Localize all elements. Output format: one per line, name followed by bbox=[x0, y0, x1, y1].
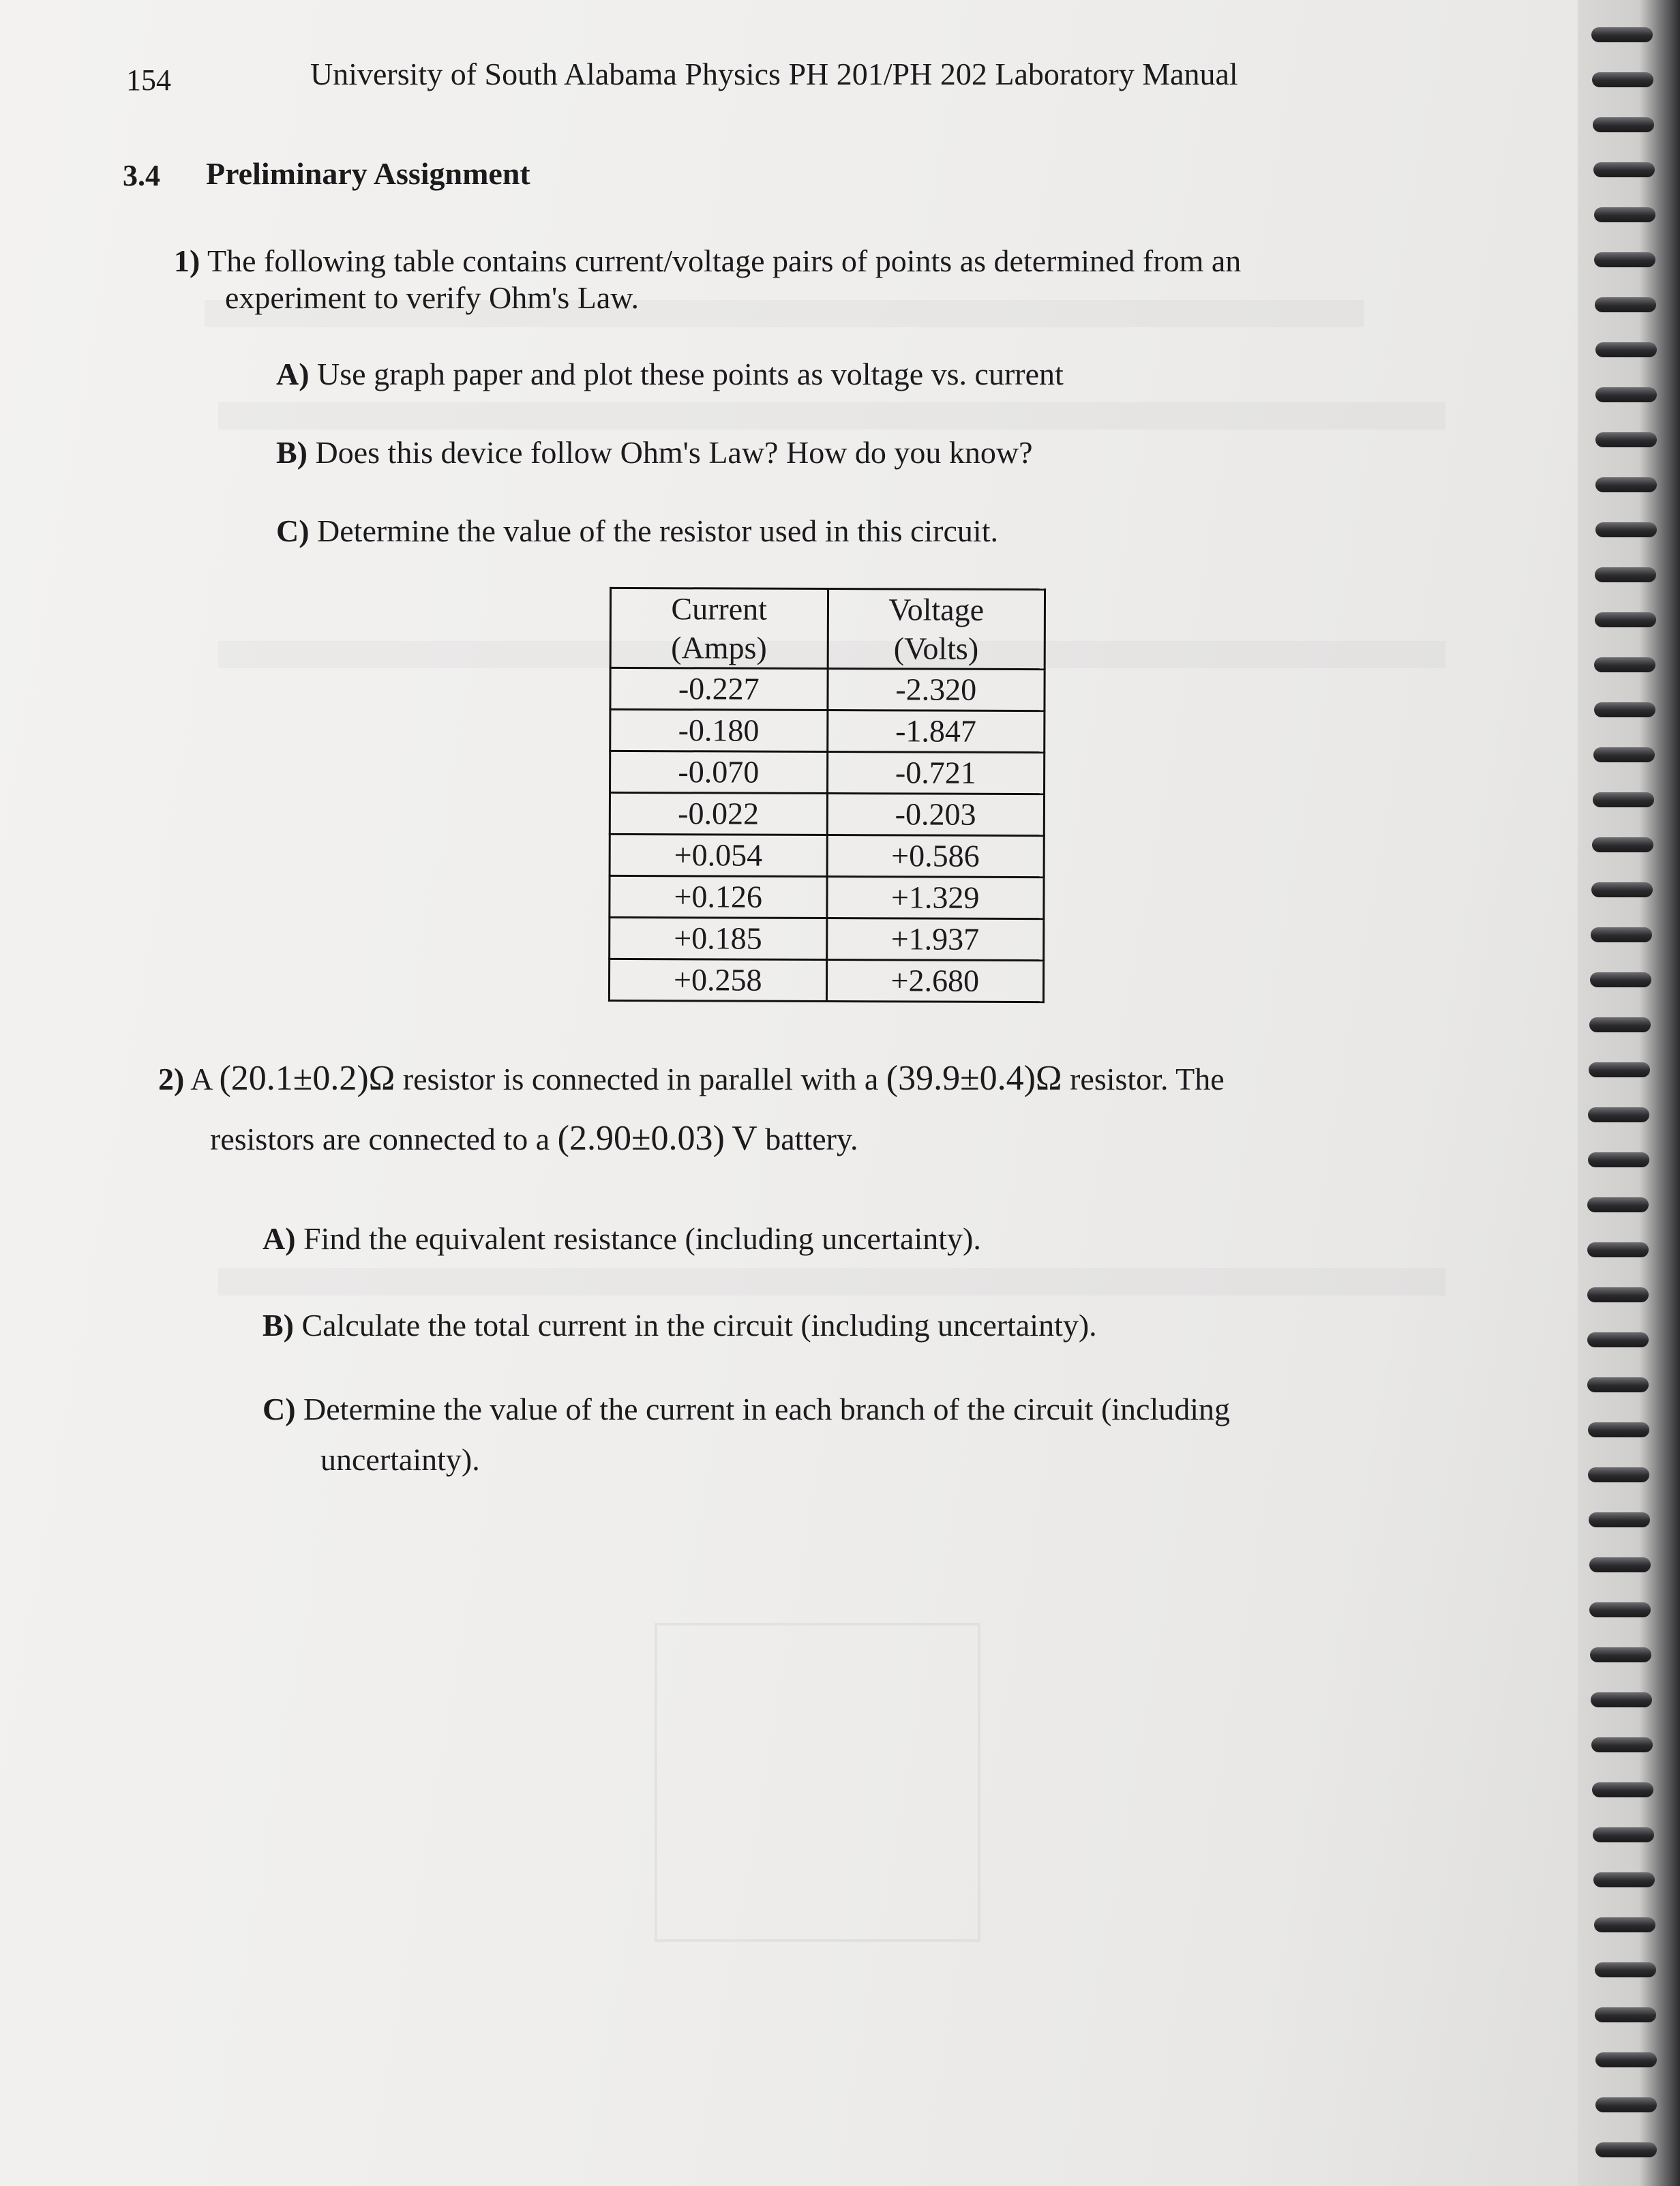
question-1-line-1 bbox=[174, 243, 1241, 279]
binding-coil bbox=[1593, 1872, 1655, 1887]
binding-coil bbox=[1595, 2142, 1657, 2157]
section-title: Preliminary Assignment bbox=[206, 156, 530, 191]
binding-coil bbox=[1592, 1782, 1653, 1797]
binding-coil bbox=[1588, 1152, 1649, 1167]
binding-coil bbox=[1593, 162, 1655, 177]
voltage-cell: -2.320 bbox=[827, 669, 1045, 711]
question-2-part-b bbox=[262, 1307, 1097, 1343]
binding-coil bbox=[1590, 1647, 1651, 1662]
binding-coil bbox=[1587, 1242, 1649, 1257]
binding-coil bbox=[1593, 747, 1655, 762]
question-1-part-b bbox=[276, 434, 1033, 470]
header-line: Voltage bbox=[888, 592, 985, 627]
table-row bbox=[610, 834, 1044, 877]
table-row bbox=[610, 709, 1045, 752]
battery-voltage-value: (2.90±0.03) V bbox=[557, 1119, 758, 1158]
binding-coil bbox=[1587, 1197, 1649, 1212]
resistor-1-value: (20.1±0.2)Ω bbox=[219, 1059, 395, 1098]
current-cell: +0.185 bbox=[610, 917, 827, 959]
voltage-header bbox=[828, 589, 1045, 670]
question-2-part-a bbox=[262, 1221, 981, 1257]
binding-coil bbox=[1595, 342, 1657, 357]
binding-coil bbox=[1593, 792, 1654, 807]
binding-coil bbox=[1594, 207, 1655, 222]
binding-coil bbox=[1587, 1287, 1649, 1302]
binding-coil bbox=[1595, 477, 1657, 492]
current-cell: -0.070 bbox=[610, 751, 828, 793]
binding-coil bbox=[1595, 2097, 1657, 2112]
binding-coil bbox=[1595, 387, 1657, 402]
binding-coil bbox=[1588, 1422, 1649, 1437]
page-number: 154 bbox=[126, 63, 171, 97]
current-voltage-table bbox=[608, 587, 1046, 1003]
voltage-cell: -1.847 bbox=[827, 710, 1045, 753]
spiral-binding bbox=[1578, 0, 1680, 2186]
binding-coil bbox=[1591, 1692, 1652, 1707]
binding-coil bbox=[1589, 1512, 1650, 1527]
current-header bbox=[610, 588, 828, 668]
part-label: B) bbox=[276, 435, 308, 470]
current-cell: -0.180 bbox=[610, 709, 828, 751]
section-number: 3.4 bbox=[123, 159, 160, 192]
question-2-line-1 bbox=[158, 1058, 1225, 1098]
binding-coil bbox=[1587, 1332, 1649, 1347]
header-line: (Volts) bbox=[893, 631, 979, 666]
current-cell: +0.054 bbox=[610, 834, 827, 876]
binding-coil bbox=[1591, 1737, 1653, 1752]
table-row bbox=[610, 751, 1045, 794]
binding-coil bbox=[1595, 567, 1656, 582]
table-row bbox=[610, 792, 1044, 835]
binding-coil bbox=[1588, 1467, 1649, 1482]
part-text: Determine the value of the resistor used in this circuit. bbox=[317, 513, 998, 548]
bleed-through-figure bbox=[655, 1623, 980, 1942]
resistor-2-value: (39.9±0.4)Ω bbox=[886, 1059, 1062, 1098]
binding-coil bbox=[1595, 612, 1656, 627]
question-2-line-2 bbox=[210, 1118, 858, 1158]
binding-coil bbox=[1593, 117, 1654, 132]
binding-coil bbox=[1594, 657, 1655, 672]
voltage-cell: +2.680 bbox=[826, 959, 1044, 1002]
current-cell: -0.022 bbox=[610, 792, 827, 835]
question-2-text: resistors are connected to a bbox=[210, 1122, 550, 1156]
binding-coil bbox=[1595, 432, 1657, 447]
header-line: (Amps) bbox=[671, 630, 767, 665]
question-1-part-a bbox=[276, 356, 1064, 392]
part-text: Determine the value of the current in each branch of the circuit (including bbox=[303, 1392, 1231, 1426]
binding-coil bbox=[1595, 2007, 1656, 2022]
part-text: Use graph paper and plot these points as voltage vs. current bbox=[317, 357, 1064, 391]
voltage-cell: +0.586 bbox=[827, 835, 1045, 877]
running-header: University of South Alabama Physics PH 201/PH 202 Laboratory Manual bbox=[310, 57, 1238, 91]
question-2-number: 2) bbox=[158, 1062, 185, 1096]
binding-coil bbox=[1591, 882, 1653, 897]
voltage-cell: +1.329 bbox=[826, 876, 1044, 918]
table-row bbox=[610, 875, 1044, 918]
binding-coil bbox=[1593, 1827, 1654, 1842]
table-header-row bbox=[610, 588, 1045, 669]
question-2-text: A bbox=[190, 1062, 211, 1096]
bleed-through bbox=[218, 402, 1445, 430]
part-text: Calculate the total current in the circuit (including uncertainty). bbox=[301, 1308, 1097, 1343]
question-2-text: battery. bbox=[765, 1122, 858, 1156]
question-2-text: resistor. The bbox=[1070, 1062, 1225, 1096]
question-1-text-2: experiment to verify Ohm's Law. bbox=[225, 280, 639, 315]
voltage-cell: +1.937 bbox=[826, 918, 1044, 960]
current-cell: +0.126 bbox=[610, 875, 827, 918]
binding-coil bbox=[1595, 1962, 1656, 1977]
binding-coil bbox=[1594, 252, 1655, 267]
binding-coil bbox=[1589, 1557, 1651, 1572]
binding-coil bbox=[1588, 1107, 1649, 1122]
part-text: Does this device follow Ohm's Law? How do you know? bbox=[315, 435, 1033, 470]
question-2-part-c bbox=[262, 1391, 1230, 1427]
part-label: B) bbox=[262, 1308, 294, 1343]
voltage-cell: -0.203 bbox=[827, 794, 1045, 836]
binding-coil bbox=[1594, 702, 1655, 717]
binding-coil bbox=[1592, 837, 1653, 852]
binding-coil bbox=[1589, 1062, 1650, 1077]
binding-coil bbox=[1595, 522, 1657, 537]
part-label: C) bbox=[276, 513, 310, 548]
binding-coil bbox=[1591, 927, 1652, 942]
binding-coil bbox=[1589, 1602, 1651, 1617]
binding-coil bbox=[1595, 297, 1656, 312]
question-1-number: 1) bbox=[174, 243, 200, 278]
bleed-through bbox=[218, 1268, 1445, 1296]
part-label: A) bbox=[262, 1221, 296, 1256]
voltage-cell: -0.721 bbox=[827, 752, 1045, 794]
current-cell: +0.258 bbox=[609, 959, 826, 1001]
table-row bbox=[610, 668, 1045, 710]
question-2-text: resistor is connected in parallel with a bbox=[402, 1062, 879, 1096]
header-line: Current bbox=[671, 591, 768, 627]
binding-coil bbox=[1587, 1377, 1649, 1392]
part-text: Find the equivalent resistance (including uncertainty). bbox=[303, 1221, 981, 1256]
table-row bbox=[609, 959, 1043, 1002]
question-2-part-c-continued: uncertainty). bbox=[320, 1442, 480, 1477]
binding-coil bbox=[1591, 27, 1653, 42]
binding-coil bbox=[1594, 1917, 1655, 1932]
current-cell: -0.227 bbox=[610, 668, 828, 710]
table-row bbox=[610, 917, 1044, 960]
binding-coil bbox=[1590, 972, 1651, 987]
binding-coil bbox=[1595, 2052, 1657, 2067]
part-label: A) bbox=[276, 357, 310, 391]
binding-coil bbox=[1589, 1017, 1651, 1032]
question-1-text-1: The following table contains current/voltage pairs of points as determined from an bbox=[207, 243, 1242, 278]
part-label: C) bbox=[262, 1392, 296, 1426]
binding-coil bbox=[1592, 72, 1653, 87]
question-1-part-c bbox=[276, 513, 998, 549]
